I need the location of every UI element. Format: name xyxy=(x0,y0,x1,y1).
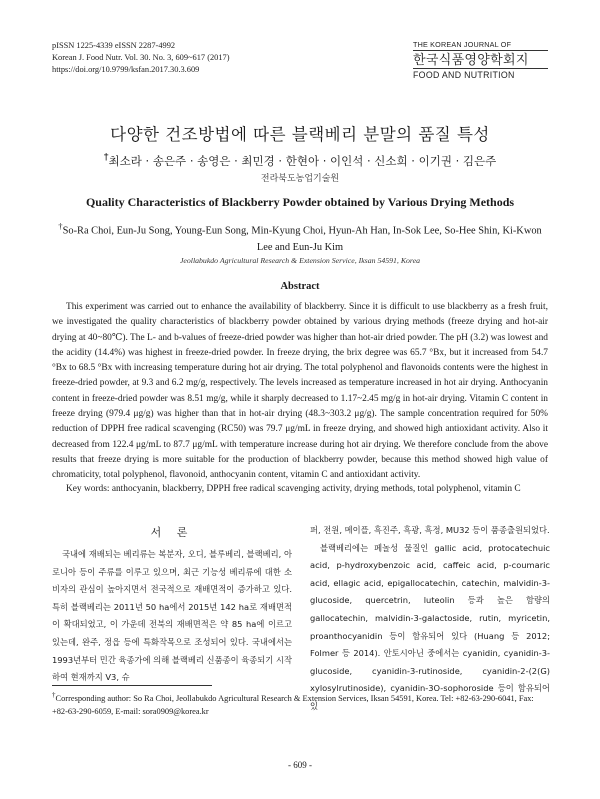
citation-block xyxy=(52,40,230,76)
intro-paragraph-2: 블랙베리에는 페놀성 물질인 gallic acid, protocatechuic acid, p-hydroxybenzoic acid, caffeic acid, p-coumaric acid, ellagic acid, epigallocatechin, catechin, malvidin-3-glucoside, quercetrin, luteolin 등과 높은 함량의 gallocatechin, malvidin-3-galactoside, rutin, myricetin, proanthocyanidin 등이 함유되어 있다 (Huang 등 2012; Folmer 등 2014). 안토시아닌 중에서는 cyanidin, cyanidin-3-glucoside, cyanidin-3-rutinoside, cyanidin-2-(2(G) xylosylrutinoside), cyanidin-3O-sophoroside 등이 함유되어 있 xyxy=(310,542,550,711)
footnote-text: Corresponding author: So Ra Choi, Jeollabukdo Agricultural Research & Extension Services, Iksan 54591, Korea. Tel: +82-63-290-6041, Fax: +82-63-290-6059, E-mail: sora0909@korea.kr xyxy=(52,693,534,716)
authors-english-names: So-Ra Choi, Eun-Ju Song, Young-Eun Song, Min-Kyung Choi, Hyun-Ah Han, In-Sok Lee, So-Hee Shin, Ki-Kwon Lee and Eun-Ju Kim xyxy=(62,225,542,254)
section-heading-introduction: 서 론 xyxy=(150,526,194,539)
corresponding-author-footnote xyxy=(52,689,548,718)
keywords: Key words: anthocyanin, blackberry, DPPH free radical scavenging activity, drying methods, total polyphenol, vitamin C xyxy=(66,484,521,494)
citation-line: Korean J. Food Nutr. Vol. 30. No. 3, 609~617 (2017) xyxy=(52,53,230,62)
intro-paragraph-continued: 퍼, 전원, 메이플, 흑진주, 흑광, 흑정, MU32 등이 품종출원되었다. xyxy=(310,525,550,535)
abstract-body xyxy=(52,300,548,484)
footnote-divider xyxy=(52,685,212,686)
intro-right-column xyxy=(310,522,550,716)
abstract-heading: Abstract xyxy=(280,281,320,292)
journal-name-ko: 한국식품영양학회지 xyxy=(413,52,529,67)
doi-link[interactable]: https://doi.org/10.9799/ksfan.2017.30.3.609 xyxy=(52,65,200,74)
title-korean: 다양한 건조방법에 따른 블랙베리 분말의 품질 특성 xyxy=(110,125,490,144)
authors-korean-names: 최소라 · 송은주 · 송영은 · 최민경 · 한현아 · 이인석 · 신소희 · 이기권 · 김은주 xyxy=(108,153,497,168)
corresponding-mark-en: † xyxy=(58,221,63,231)
journal-name-en-bottom: FOOD AND NUTRITION xyxy=(413,68,548,80)
abstract-paragraph: This experiment was carried out to enhance the availability of blackberry. Since it is difficult to use blackberry as a fresh fruit, we investigated the quality characteristics of blackberry powder obtained by various drying methods (freeze drying and hot-air drying at 40~80℃). The L- and b-values of freeze-dried powder was higher than hot-air dried powder. The pH (3.2) was lowest and the acidity (14.4%) was highest in freeze-dried powder. In freeze drying, the brix degree was 65.7 °Bx, but it increased from 54.7 °Bx to 68.5 °Bx with increasing temperature during hot air drying. The total polyphenol and flavonoids contents were the highest in freeze-dried powder, at 9.3 and 6.2 mg/g, respectively. The levels increased as temperature increased in hot air drying. Anthocyanin content in freeze-dried powder was 8.51 mg/g, while it sharply decreased to 1.17~2.45 mg/g in hot-air drying. Vitamin C content in freeze drying (979.4 μg/g) was higher than that in hot-air drying (48.3~303.2 μg/g). The sample concentration required for 50% reduction of DPPH free radical scavenging (RC50) was 79.7 μg/mL in freeze drying, and showed high antioxidant activity. Also it decreased from 122.4 μg/mL to 87.7 μg/mL with temperature increase during hot air drying. We therefore conclude from the above results that freeze drying is more suitable for the production of blackberry powder, because this method showed high value of chromaticity, total polyphenol, flavonoid, anthocyanin content, vitamin C and antioxidant activity. xyxy=(52,302,548,481)
issn-line: pISSN 1225-4339 eISSN 2287-4992 xyxy=(52,41,176,50)
journal-name-en-top: THE KOREAN JOURNAL OF xyxy=(413,40,548,51)
affiliation-korean: 전라북도농업기술원 xyxy=(260,174,340,184)
intro-left-column xyxy=(52,546,292,687)
page-number: - 609 - xyxy=(288,760,312,770)
affiliation-english: Jeollabukdo Agricultural Research & Extension Service, Iksan 54591, Korea xyxy=(179,256,421,265)
authors-korean xyxy=(0,152,600,169)
authors-english xyxy=(52,218,548,256)
footnote-mark: † xyxy=(52,691,56,699)
intro-paragraph-1: 국내에 재배되는 베리류는 복분자, 오디, 블루베리, 블랙베리, 아로니아 등이 주류를 이루고 있으며, 최근 기능성 베리류에 대한 소비자의 관심이 높아지면서 전국적으로 재배면적이 증가하고 있다. 특히 블랙베리는 2011년 50 ha에서 2015년 142 ha로 재배면적이 확대되었고, 이 가운데 전북의 재배면적은 약 85 ha에 이르고 있는데, 완주, 정읍 등에 특화작목으로 조성되어 있다. 국내에서는 1993년부터 민간 육종가에 의해 블랙베리 신품종이 육종되기 시작하여 현재까지 V3, 슈 xyxy=(52,549,292,683)
corresponding-mark: † xyxy=(103,152,109,163)
title-english: Quality Characteristics of Blackberry Powder obtained by Various Drying Methods xyxy=(85,195,515,209)
journal-logo xyxy=(413,40,548,80)
